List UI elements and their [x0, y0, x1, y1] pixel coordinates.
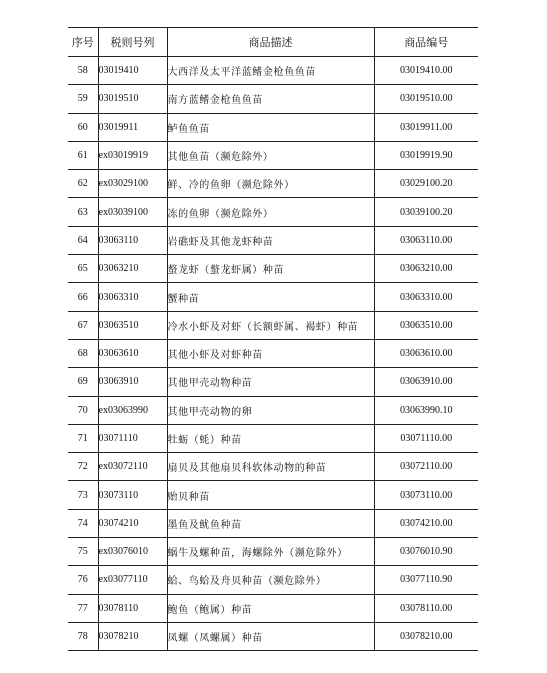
- commodity-number-cell: 03076010.90: [374, 538, 478, 566]
- seq-cell: 65: [68, 255, 98, 283]
- table-row: [68, 226, 478, 254]
- commodity-number-cell: 03019410.00: [374, 57, 478, 85]
- table-row: [68, 509, 478, 537]
- commodity-number-cell: 03063910.00: [374, 368, 478, 396]
- table-row: [68, 566, 478, 594]
- commodity-number-cell: 03029100.20: [374, 170, 478, 198]
- table-row: [68, 594, 478, 622]
- table-row: [68, 255, 478, 283]
- description-cell: 其他小虾及对虾种苗: [167, 339, 374, 367]
- description-cell: 凤螺（凤螺属）种苗: [167, 622, 374, 650]
- table-row: [68, 339, 478, 367]
- tariff-code-cell: ex03076010: [98, 538, 167, 566]
- tariff-code-cell: 03019410: [98, 57, 167, 85]
- commodity-number-cell: 03077110.90: [374, 566, 478, 594]
- seq-cell: 64: [68, 226, 98, 254]
- commodity-number-cell: 03071110.00: [374, 424, 478, 452]
- description-cell: 鲈鱼鱼苗: [167, 113, 374, 141]
- description-cell: 牡蛎（蚝）种苗: [167, 424, 374, 452]
- commodity-number-cell: 03078110.00: [374, 594, 478, 622]
- table-row: [68, 170, 478, 198]
- seq-cell: 58: [68, 57, 98, 85]
- commodity-number-cell: 03074210.00: [374, 509, 478, 537]
- table-header: [68, 28, 478, 57]
- tariff-code-cell: 03063210: [98, 255, 167, 283]
- table-row: [68, 424, 478, 452]
- description-cell: 蛤、鸟蛤及舟贝种苗（濒危除外）: [167, 566, 374, 594]
- tariff-table: [68, 27, 478, 651]
- table-row: [68, 538, 478, 566]
- table-row: [68, 113, 478, 141]
- commodity-number-cell: 03019919.90: [374, 141, 478, 169]
- seq-cell: 71: [68, 424, 98, 452]
- header-row: [68, 28, 478, 57]
- description-cell: 蜗牛及螺种苗，海螺除外（濒危除外）: [167, 538, 374, 566]
- tariff-code-cell: 03063110: [98, 226, 167, 254]
- tariff-code-cell: 03071110: [98, 424, 167, 452]
- description-cell: 贻贝种苗: [167, 481, 374, 509]
- header-description: 商品描述: [167, 28, 374, 57]
- table-row: [68, 283, 478, 311]
- description-cell: 其他甲壳动物的卵: [167, 396, 374, 424]
- table-row: [68, 141, 478, 169]
- seq-cell: 74: [68, 509, 98, 537]
- seq-cell: 68: [68, 339, 98, 367]
- table-row: [68, 85, 478, 113]
- tariff-code-cell: ex03077110: [98, 566, 167, 594]
- tariff-code-cell: ex03029100: [98, 170, 167, 198]
- tariff-code-cell: 03063510: [98, 311, 167, 339]
- tariff-code-cell: ex03063990: [98, 396, 167, 424]
- seq-cell: 60: [68, 113, 98, 141]
- commodity-number-cell: 03063110.00: [374, 226, 478, 254]
- tariff-code-cell: 03019510: [98, 85, 167, 113]
- tariff-code-cell: 03063610: [98, 339, 167, 367]
- table-row: [68, 481, 478, 509]
- description-cell: 其他甲壳动物种苗: [167, 368, 374, 396]
- commodity-number-cell: 03072110.00: [374, 453, 478, 481]
- tariff-code-cell: 03063910: [98, 368, 167, 396]
- commodity-number-cell: 03073110.00: [374, 481, 478, 509]
- seq-cell: 62: [68, 170, 98, 198]
- commodity-number-cell: 03063210.00: [374, 255, 478, 283]
- tariff-code-cell: 03073110: [98, 481, 167, 509]
- table-body: [68, 57, 478, 651]
- commodity-number-cell: 03063510.00: [374, 311, 478, 339]
- commodity-number-cell: 03063310.00: [374, 283, 478, 311]
- table-row: [68, 57, 478, 85]
- table-row: [68, 622, 478, 650]
- tariff-code-cell: ex03019919: [98, 141, 167, 169]
- seq-cell: 75: [68, 538, 98, 566]
- seq-cell: 66: [68, 283, 98, 311]
- header-commodity-number: 商品编号: [374, 28, 478, 57]
- header-seq: 序号: [68, 28, 98, 57]
- header-tariff-code: 税则号列: [98, 28, 167, 57]
- seq-cell: 59: [68, 85, 98, 113]
- seq-cell: 73: [68, 481, 98, 509]
- tariff-code-cell: 03063310: [98, 283, 167, 311]
- table-row: [68, 311, 478, 339]
- description-cell: 大西洋及太平洋蓝鳍金枪鱼鱼苗: [167, 57, 374, 85]
- description-cell: 冻的鱼卵（濒危除外）: [167, 198, 374, 226]
- description-cell: 冷水小虾及对虾（长额虾属、褐虾）种苗: [167, 311, 374, 339]
- description-cell: 其他鱼苗（濒危除外）: [167, 141, 374, 169]
- table-row: [68, 368, 478, 396]
- commodity-number-cell: 03019911.00: [374, 113, 478, 141]
- tariff-code-cell: 03074210: [98, 509, 167, 537]
- commodity-number-cell: 03063990.10: [374, 396, 478, 424]
- commodity-number-cell: 03039100.20: [374, 198, 478, 226]
- seq-cell: 76: [68, 566, 98, 594]
- seq-cell: 78: [68, 622, 98, 650]
- seq-cell: 63: [68, 198, 98, 226]
- description-cell: 岩礁虾及其他龙虾种苗: [167, 226, 374, 254]
- description-cell: 扇贝及其他扇贝科软体动物的种苗: [167, 453, 374, 481]
- description-cell: 鲜、冷的鱼卵（濒危除外）: [167, 170, 374, 198]
- tariff-code-cell: 03078210: [98, 622, 167, 650]
- seq-cell: 70: [68, 396, 98, 424]
- commodity-number-cell: 03078210.00: [374, 622, 478, 650]
- seq-cell: 77: [68, 594, 98, 622]
- tariff-code-cell: ex03072110: [98, 453, 167, 481]
- seq-cell: 72: [68, 453, 98, 481]
- commodity-number-cell: 03063610.00: [374, 339, 478, 367]
- description-cell: 鲍鱼（鲍属）种苗: [167, 594, 374, 622]
- description-cell: 蟹种苗: [167, 283, 374, 311]
- table-row: [68, 198, 478, 226]
- commodity-number-cell: 03019510.00: [374, 85, 478, 113]
- description-cell: 墨鱼及鱿鱼种苗: [167, 509, 374, 537]
- tariff-code-cell: 03019911: [98, 113, 167, 141]
- tariff-code-cell: 03078110: [98, 594, 167, 622]
- seq-cell: 61: [68, 141, 98, 169]
- seq-cell: 69: [68, 368, 98, 396]
- table-row: [68, 396, 478, 424]
- seq-cell: 67: [68, 311, 98, 339]
- table-row: [68, 453, 478, 481]
- description-cell: 螯龙虾（螯龙虾属）种苗: [167, 255, 374, 283]
- tariff-code-cell: ex03039100: [98, 198, 167, 226]
- description-cell: 南方蓝鳍金枪鱼鱼苗: [167, 85, 374, 113]
